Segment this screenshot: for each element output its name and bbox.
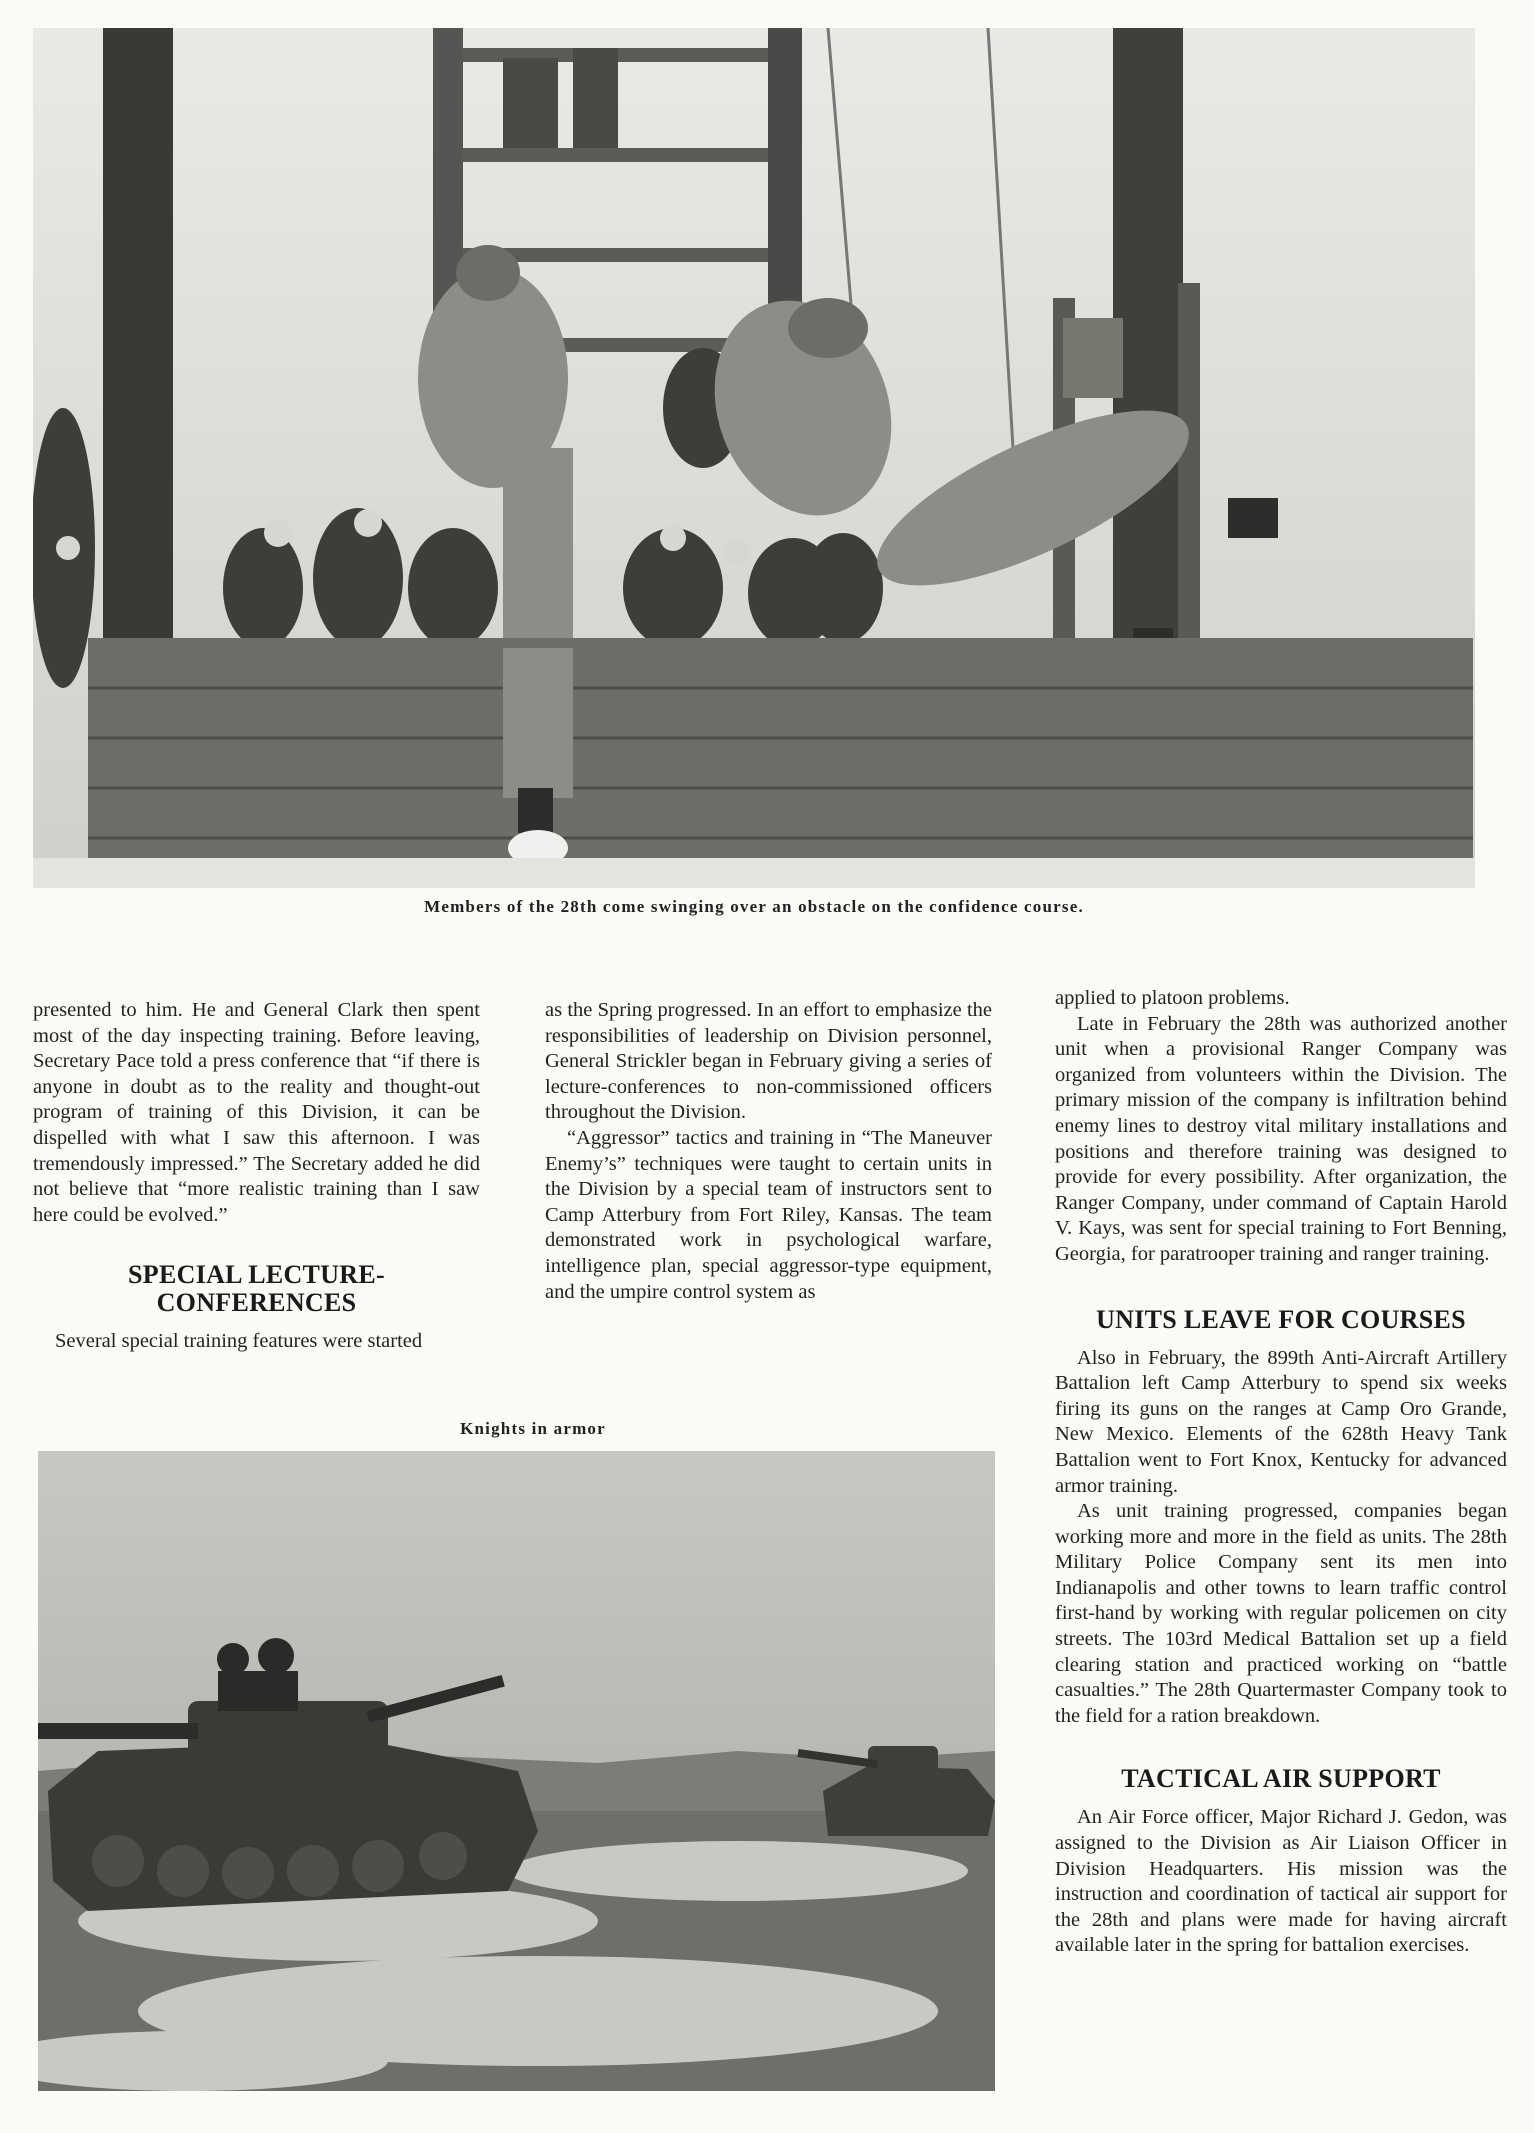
section-heading-units-leave: UNITS LEAVE FOR COURSES <box>1096 1304 1466 1334</box>
top-photo-caption: Members of the 28th come swinging over an obstacle on the confidence course. <box>424 897 1084 916</box>
confidence-course-photo <box>33 28 1475 888</box>
middle-column <box>545 998 992 1305</box>
left-after-heading-text: Several special training features were started <box>55 1330 423 1353</box>
section-heading-lecture-conferences: SPECIAL LECTURE-CONFERENCES <box>128 1260 385 1318</box>
units-leave-paragraph-1: Also in February, the 899th Anti-Aircraft Artillery Battalion left Camp Atterbury to spend six weeks firing its guns on the ranges at Camp Oro Grande, New Mexico. Elements of the 628th Heavy Tank Battalion went to Fort Knox, Kentucky for advanced armor training. <box>1055 1346 1507 1497</box>
section-heading-tactical-air: TACTICAL AIR SUPPORT <box>1121 1764 1441 1794</box>
tanks-photo <box>38 1451 995 2091</box>
tactical-air-paragraph: An Air Force officer, Major Richard J. Gedon, was assigned to the Division as Air Liaison Officer in Division Headquarters. His mission was the instruction and coordination of tactical air support for the 28th and plans were made for having aircraft available later in the spring for battalion exercises. <box>1055 1806 1507 1957</box>
bottom-photo-caption: Knights in armor <box>460 1419 606 1438</box>
right-paragraph-1: applied to platoon problems. <box>1055 987 1290 1009</box>
right-column <box>1055 986 1507 1959</box>
middle-paragraph-2: “Aggressor” tactics and training in “The Maneuver Enemy’s” techniques were taught to certain units in the Division by a special team of instructors sent to Camp Atterbury from Fort Riley, Kansas. The team demonstrated work in psychological warfare, intelligence plan, special aggressor-type equipment, and the umpire control system as <box>545 1126 992 1303</box>
units-leave-paragraph-2: As unit training progressed, companies began working more and more in the field as units. The 28th Military Police Company sent its men into Indianapolis and other towns to learn traffic control first-hand by working with regular policemen on city streets. The 103rd Medical Battalion set up a field clearing station and practiced working on “battle casualties.” The 28th Quartermaster Company took to the field for a ration breakdown. <box>1055 1500 1507 1727</box>
left-paragraph: presented to him. He and General Clark then spent most of the day inspecting training. Before leaving, Secretary Pace told a press conference that “if there is anyone in doubt as to the reality and thought-out program of training of this Division, it can be dispelled with what I saw this afternoon. I was tremendously impressed.” The Secretary added he did not believe that “more realistic training than I saw here could be evolved.” <box>33 999 480 1226</box>
left-column <box>33 998 480 1355</box>
middle-paragraph-1: as the Spring progressed. In an effort to emphasize the responsibilities of leadership on Division personnel, General Strickler began in February giving a series of lecture-conferences to non-commissioned officers throughout the Division. <box>545 999 992 1124</box>
right-paragraph-2: Late in February the 28th was authorized another unit when a provisional Ranger Company was organized from volunteers within the Division. The primary mission of the company is infiltration behind enemy lines to destroy vital military installations and positions and therefore training was designed to provide for every possibility. After organization, the Ranger Company, under command of Captain Harold V. Kays, was sent for special training to Fort Benning, Georgia, for paratrooper training and ranger training. <box>1055 1012 1507 1265</box>
